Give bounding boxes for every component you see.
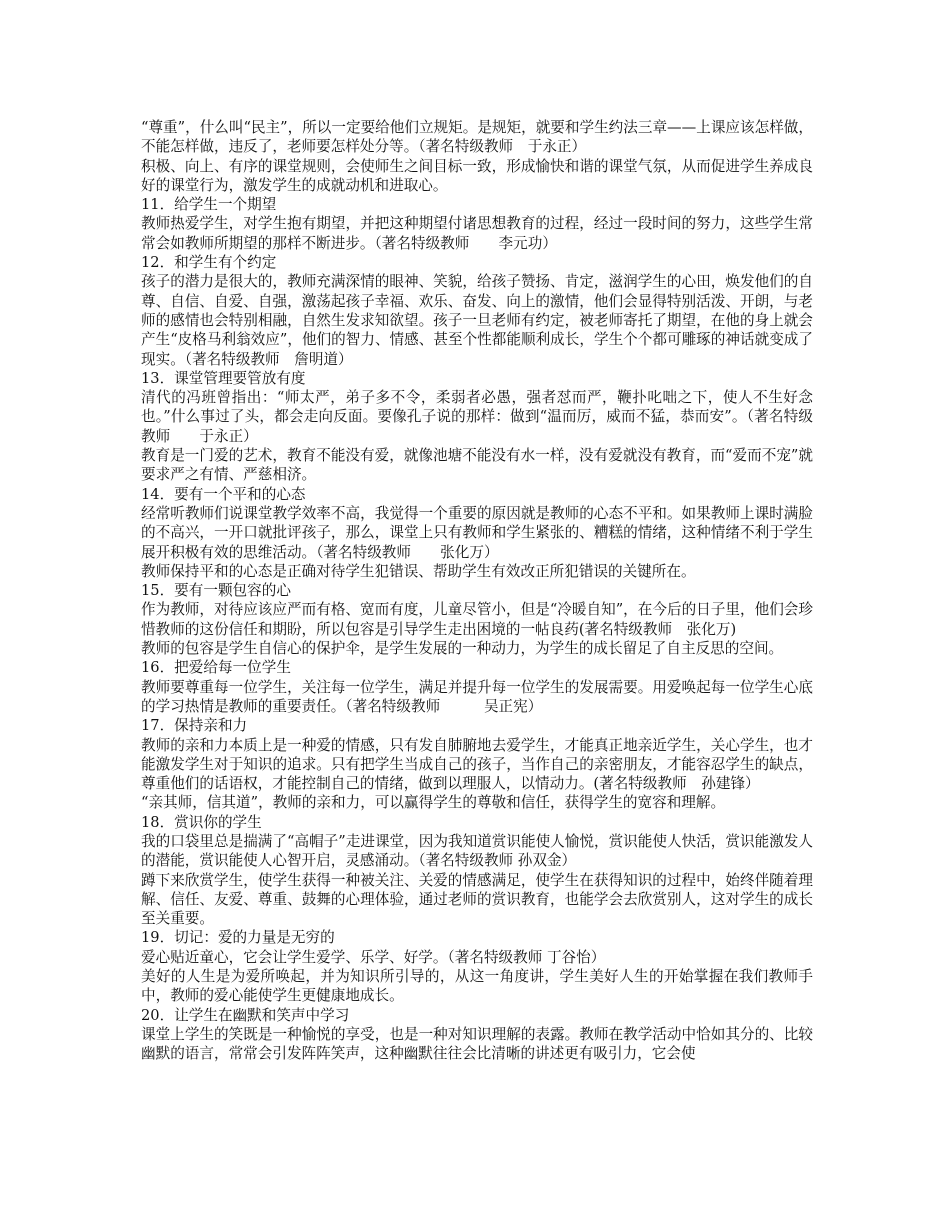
paragraph: 孩子的潜力是很大的，教师充满深情的眼神、笑貌，给孩子赞扬、肯定，滋润学生的心田，焕发他们的自尊、自信、自爱、自强，激荡起孩子幸福、欢乐、奋发、向上的激情，他们会显得特别活泼、开朗，与老师的感情也会特别相融，自然生发求知欲望。孩子一旦老师有约定，被老师寄托了期望，在他的身上就会产生“皮格马利翁效应”，他们的智力、情感、甚至个性都能顺利成长，学生个个都可雕琢的神话就变成了现实。（著名特级教师 詹明道） xyxy=(141,273,813,368)
section-heading: 19．切记：爱的力量是无穷的 xyxy=(141,929,335,947)
section-heading: 14．要有一个平和的心态 xyxy=(141,485,306,503)
paragraph: 爱心贴近童心，它会让学生爱学、乐学、好学。（著名特级教师 丁谷怡） xyxy=(141,948,606,966)
paragraph: 教师热爱学生，对学生抱有期望，并把这种期望付诸思想教育的过程，经过一段时间的努力，这些学生常常会如教师所期望的那样不断进步。（著名特级教师 李元功） xyxy=(141,215,813,252)
paragraph: 教师的包容是学生自信心的保护伞，是学生发展的一种动力，为学生的成长留足了自主反思的空间。 xyxy=(141,640,784,658)
section-heading: 15．要有一颗包容的心 xyxy=(141,582,291,600)
paragraph: 作为教师，对待应该应严而有格、宽而有度，儿童尽管小，但是“冷暖自知”，在今后的日子里，他们会珍惜教师的这份信任和期盼，所以包容是引导学生走出困境的一帖良药(著名特级教师 张化万) xyxy=(141,601,813,638)
paragraph: 教育是一门爱的艺术，教育不能没有爱，就像池塘不能没有水一样，没有爱就没有教育，而“爱而不宠”就要求严之有情、严慈相济。 xyxy=(141,447,813,484)
paragraph: 经常听教师们说课堂教学效率不高，我觉得一个重要的原因就是教师的心态不平和。如果教师上课时满脸的不高兴，一开口就批评孩子，那么，课堂上只有教师和学生紧张的、糟糕的情绪，这种情绪不利于学生展开积极有效的思维活动。（著名特级教师 张化万） xyxy=(141,504,813,561)
paragraph: 教师要尊重每一位学生，关注每一位学生，满足并提升每一位学生的发展需要。用爱唤起每一位学生心底的学习热情是教师的重要责任。（著名特级教师 吴正宪） xyxy=(141,678,813,715)
document-body xyxy=(141,118,813,1064)
paragraph: 我的口袋里总是揣满了“高帽子”走进课堂，因为我知道赏识能使人愉悦，赏识能使人快活，赏识能激发人的潜能，赏识能使人心智开启，灵感涌动。（著名特级教师 孙双金） xyxy=(141,832,813,870)
paragraph: 教师保持平和的心态是正确对待学生犯错误、帮助学生有效改正所犯错误的关键所在。 xyxy=(141,562,696,580)
section-heading: 20．让学生在幽默和笑声中学习 xyxy=(141,1006,350,1024)
section-heading: 11．给学生一个期望 xyxy=(141,196,277,214)
paragraph: 课堂上学生的笑既是一种愉悦的享受，也是一种对知识理解的表露。教师在教学活动中恰如其分的、比较幽默的语言，常常会引发阵阵笑声，这种幽默往往会比清晰的讲述更有吸引力，它会使 xyxy=(141,1025,813,1063)
section-heading: 12．和学生有个约定 xyxy=(141,254,277,272)
paragraph: “亲其师，信其道”，教师的亲和力，可以赢得学生的尊敬和信任，获得学生的宽容和理解。 xyxy=(141,794,726,812)
section-heading: 18．赏识你的学生 xyxy=(141,813,262,831)
section-heading: 13．课堂管理要管放有度 xyxy=(141,369,306,387)
paragraph: 清代的冯班曾指出：“师太严，弟子多不令，柔弱者必愚，强者怼而严，鞭扑叱咄之下，使人不生好念也。”什么事过了头，都会走向反面。要像孔子说的那样：做到“温而厉，威而不猛，恭而安”。（著名特级教师 于永正） xyxy=(141,389,813,445)
paragraph: 积极、向上、有序的课堂规则，会使师生之间目标一致，形成愉快和谐的课堂气氛，从而促进学生养成良好的课堂行为，激发学生的成就动机和进取心。 xyxy=(141,157,813,194)
paragraph: 教师的亲和力本质上是一种爱的情感，只有发自肺腑地去爱学生，才能真正地亲近学生，关心学生，也才能激发学生对于知识的追求。只有把学生当成自己的孩子，当作自己的亲密朋友，才能容忍学生的缺点，尊重他们的话语权，才能控制自己的情绪，做到以理服人，以情动力。(著名特级教师 孙建锋） xyxy=(141,736,813,793)
paragraph: “尊重”，什么叫“民主”，所以一定要给他们立规矩。是规矩，就要和学生约法三章——上课应该怎样做，不能怎样做，违反了，老师要怎样处分等。（著名特级教师 于永正） xyxy=(141,119,813,156)
paragraph: 蹲下来欣赏学生，使学生获得一种被关注、关爱的情感满足，使学生在获得知识的过程中，始终伴随着理解、信任、友爱、尊重、鼓舞的心理体验，通过老师的赏识教育，也能学会去欣赏别人，这对学生的成长至关重要。 xyxy=(141,871,813,928)
paragraph: 美好的人生是为爱所唤起，并为知识所引导的，从这一角度讲，学生美好人生的开始掌握在我们教师手中，教师的爱心能使学生更健康地成长。 xyxy=(141,968,813,1005)
section-heading: 16．把爱给每一位学生 xyxy=(141,659,291,677)
section-heading: 17．保持亲和力 xyxy=(141,717,248,735)
